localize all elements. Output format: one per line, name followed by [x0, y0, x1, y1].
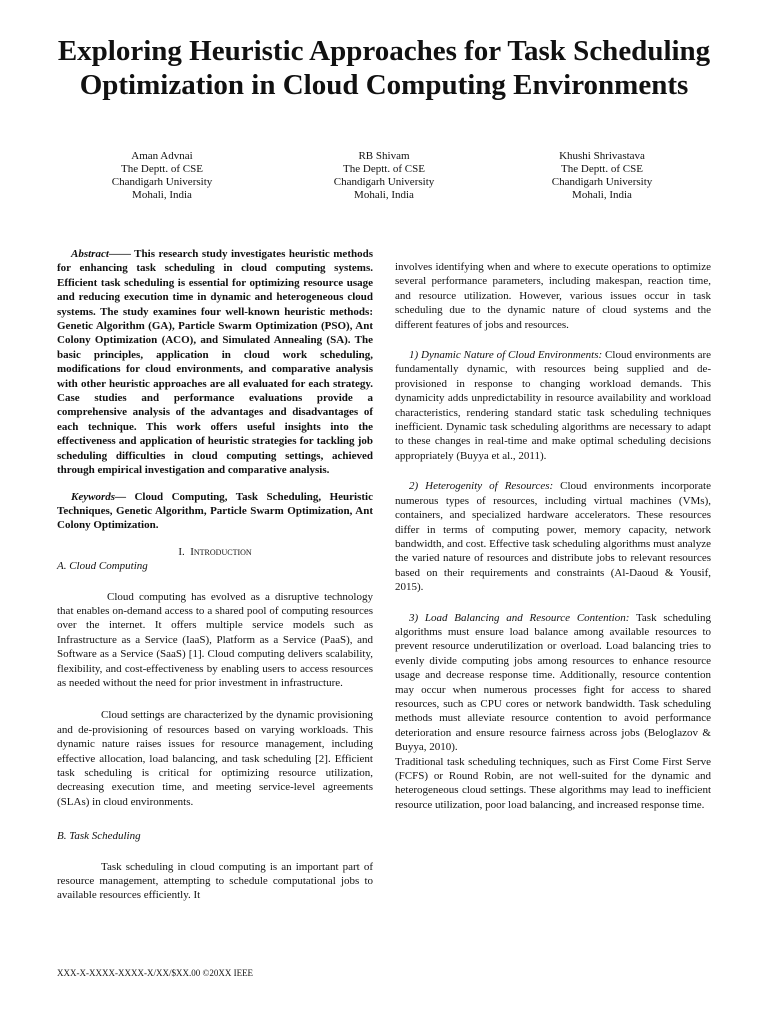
keywords-label: Keywords: [71, 490, 115, 503]
paragraph-traditional-techniques: Traditional task scheduling techniques, such as First Come First Serve (FCFS) or Round Robin, are not well-suited for the dynamic and heterogeneous cloud settings. These algorithms may lead to inefficient resource utilization, poor load balancing, and increased response time.: [395, 755, 711, 811]
section-title: Introduction: [190, 545, 252, 558]
copyright-footer: XXX-X-XXXX-XXXX-X/XX/$XX.00 ©20XX IEEE: [57, 968, 254, 978]
left-column: [57, 247, 373, 903]
author-university: Chandigarh University: [111, 176, 213, 188]
author-name: Khushi Shrivastava: [559, 150, 645, 162]
author-name: RB Shivam: [358, 150, 410, 162]
item-text: Cloud environments are fundamentally dynamic, with resources being supplied and de-provisioned in response to changing workload demands. This dynamicity adds unpredictability in resource availability and workload characteristics, rendering standard static task scheduling techniques inefficient. Dynamic task scheduling algorithms are necessary to adapt to these changes in real-time and make optimal scheduling decisions appropriately (Buyya et al., 2011).: [395, 349, 711, 462]
author-name: Aman Advnai: [131, 150, 193, 162]
item-text: Task scheduling algorithms must ensure load balance among available resources to prevent resource underutilization or overload. Load balancing tries to evenly divide computing jobs among resources to enhance resource usage and decrease response time. Additionally, resource contention may occur when numerous processes fight for access to shared resources, such as CPU cores or network bandwidth. Task scheduling methods must alleviate resource contention to avoid performance deterioration and ensure resource fairness across jobs (Beloglazov & Buyya, 2010).: [395, 611, 711, 754]
author-university: Chandigarh University: [333, 176, 435, 188]
item-label: 1) Dynamic Nature of Cloud Environments:: [409, 349, 603, 362]
author-dept: The Deptt. of CSE: [561, 163, 643, 175]
item-text: Cloud environments incorporate numerous types of resources, including virtual machines (VMs), containers, and specialized hardware accelerators. These resources differ in terms of computing power, memory capacity, network bandwidth, and cost. Effective task scheduling algorithms must analyze the varied nature of resources and distribute jobs to relevant resources based on their requirements and constraints (Al-Daoud & Yousif, 2015).: [395, 480, 711, 594]
author-location: Mohali, India: [572, 189, 632, 201]
keywords: [57, 490, 373, 533]
keywords-text: Cloud Computing, Task Scheduling, Heuristic Techniques, Genetic Algorithm, Particle Swarm Optimization, Ant Colony Optimization.: [57, 490, 373, 532]
abstract-text: This research study investigates heuristic methods for enhancing task scheduling in cloud computing systems. Efficient task scheduling is essential for optimizing resource usage and reducing execution time in dynamic and heterogeneous cloud systems. The study examines four well-known heuristic methods: Genetic Algorithm (GA), Particle Swarm Optimization (PSO), Ant Colony Optimization (ACO), and Simulated Annealing (SA). The basic principles, application in cloud work scheduling, modifications for cloud environments, and comparative analysis with other heuristic approaches are all evaluated for each strategy. Case studies and performance evaluations provide a comprehensive analysis of the advantages and disadvantages of each technique. This work offers useful insights into the effectiveness and application of heuristic strategies for tackling job scheduling difficulties in cloud computing settings, achieved through empirical investigation and comparative analysis.: [57, 248, 373, 477]
abstract: [57, 247, 373, 478]
author-location: Mohali, India: [354, 189, 414, 201]
abstract-label: Abstract: [71, 248, 109, 260]
item-label: 3) Load Balancing and Resource Contention:: [409, 611, 630, 624]
item-load-balancing: [395, 611, 711, 755]
paper-title: Exploring Heuristic Approaches for Task Scheduling Optimization in Cloud Computing Environments: [57, 35, 711, 101]
abstract-dash: ——: [108, 248, 131, 260]
paragraph-cloud-computing-1: Cloud computing has evolved as a disruptive technology that enables on-demand access to a shared pool of computing resources over the internet. It offers multiple service models such as Infrastructure as a Service (IaaS), Platform as a Service (PaaS), and Software as a Service (SaaS) [1]. Cloud computing delivers scalability, flexibility, and cost-effectiveness by enabling users to access resources as needed without the need for prior investment in infrastructure.: [57, 590, 373, 689]
section-heading: [57, 545, 373, 559]
item-heterogenity: [395, 479, 711, 594]
paragraph-task-scheduling-1: Task scheduling in cloud computing is an important part of resource management, attempting to schedule computational jobs to available resources efficiently. It: [57, 860, 373, 902]
author-university: Chandigarh University: [551, 176, 653, 188]
author-location: Mohali, India: [132, 189, 192, 201]
paragraph-cloud-computing-2: Cloud settings are characterized by the dynamic provisioning and de-provisioning of resources based on varying workloads. This dynamic nature raises issues for resource management, including effective allocation, load balancing, and task scheduling [2]. Efficient task scheduling is critical for optimizing resource utilization, decreasing execution time, and meeting service-level agreements (SLAs) in cloud environments.: [57, 709, 373, 808]
keywords-dash: —: [115, 490, 126, 503]
subsection-cloud-computing: A. Cloud Computing: [57, 560, 148, 573]
paragraph-continued: involves identifying when and where to execute operations to optimize several performance parameters, including makespan, reaction time, and resource utilization. However, various issues occur in task scheduling due to the dynamic nature of cloud systems and the different features of jobs and resources.: [395, 261, 711, 331]
right-column: [395, 260, 711, 812]
section-number: I.: [178, 545, 185, 558]
author-1: [52, 150, 272, 202]
author-dept: The Deptt. of CSE: [121, 163, 203, 175]
item-dynamic-nature: [395, 348, 711, 463]
author-3: [492, 150, 712, 202]
subsection-task-scheduling: B. Task Scheduling: [57, 830, 141, 843]
author-dept: The Deptt. of CSE: [343, 163, 425, 175]
item-label: 2) Heterogenity of Resources:: [409, 480, 554, 493]
author-2: [274, 150, 494, 202]
